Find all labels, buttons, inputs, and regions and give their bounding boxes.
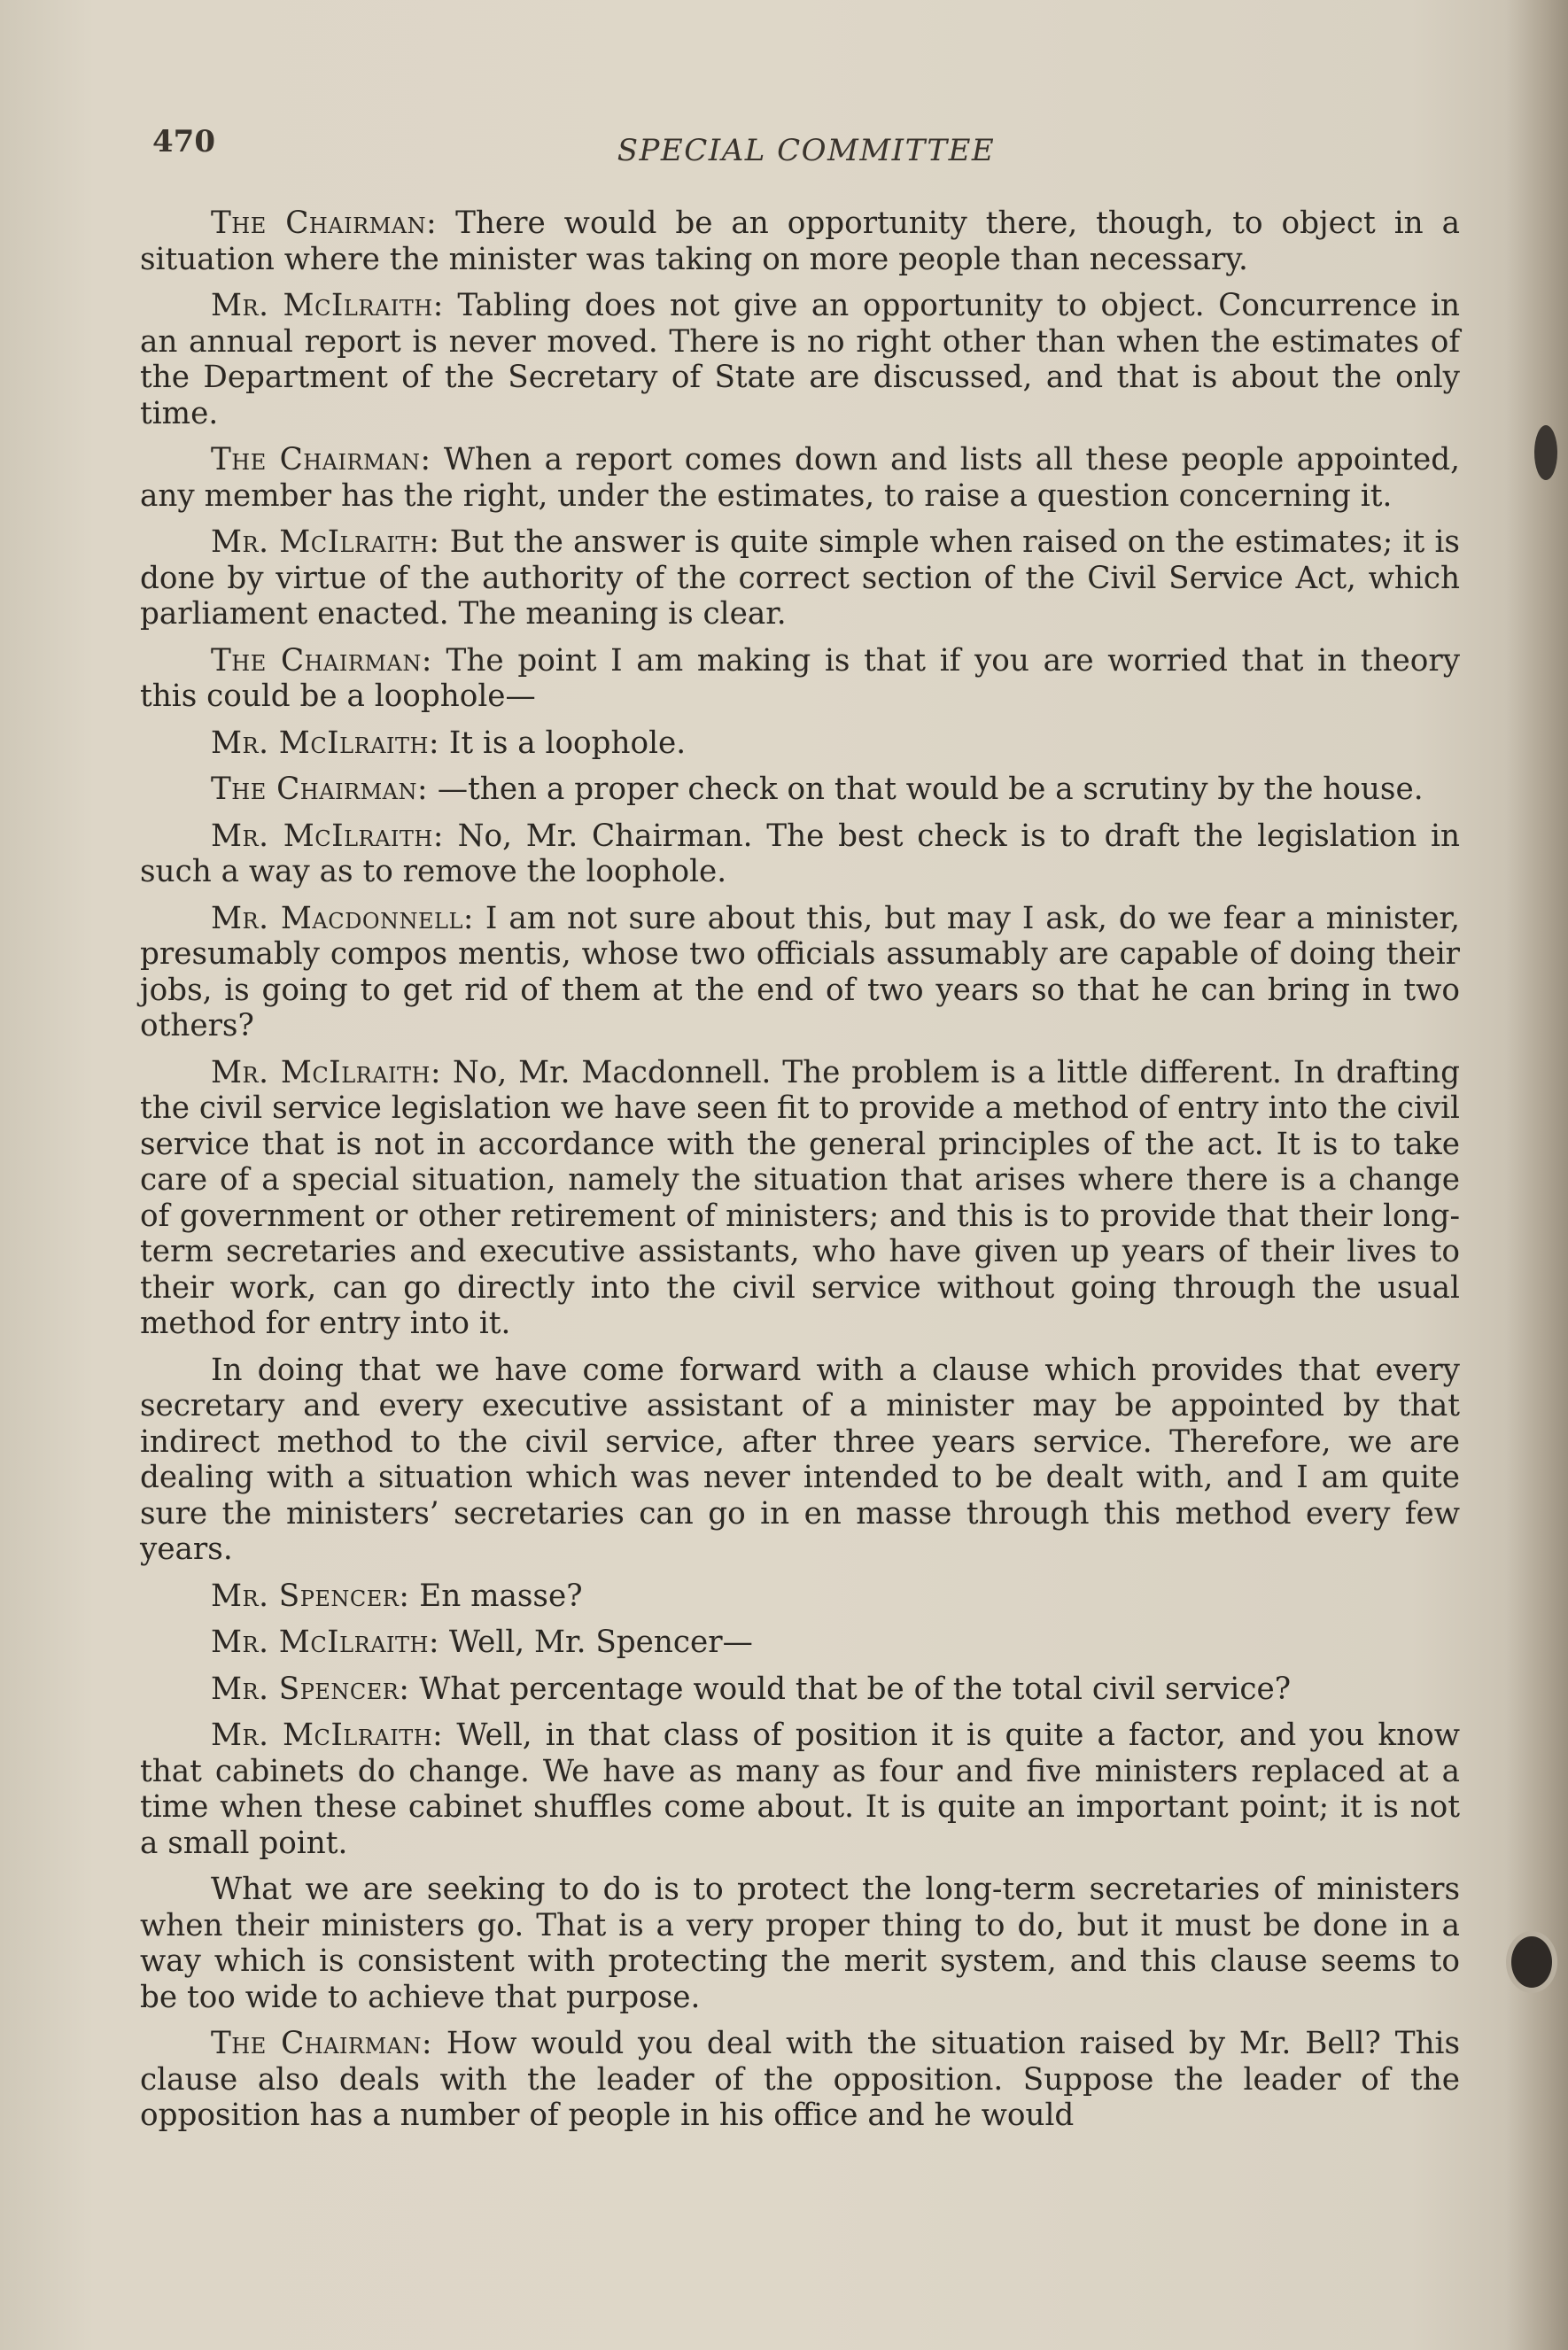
- speech-text: The point I am making is that if you are worried that in theory this could be a loophole—: [140, 642, 1461, 714]
- speech-text: —then a proper check on that would be a scrutiny by the house.: [428, 772, 1424, 807]
- speech-text: En masse?: [409, 1578, 583, 1614]
- speech-text: Well, in that class of position it is quite a factor, and you know that cabinets do change. We have as many as four and five ministers replaced at a time when these cabinet shuffles come about. It is quite an important point; it is not a small point.: [140, 1718, 1461, 1861]
- speaker-name: Mr. McIlraith:: [211, 818, 444, 854]
- paragraph: [140, 206, 1460, 277]
- speech-text: Tabling does not give an opportunity to object. Concurrence in an annual report is never moved. There is no right other than when the estimates of the Department of the Secretary of State are discussed, and that is about the only time.: [140, 288, 1460, 431]
- paragraph: [140, 725, 1460, 762]
- running-head: SPECIAL COMMITTEE: [617, 133, 996, 168]
- speaker-name: Mr. McIlraith:: [211, 288, 444, 323]
- binding-hole: [1506, 1931, 1557, 1993]
- paragraph: [140, 524, 1460, 632]
- body-text: [140, 206, 1460, 2144]
- speech-text: Well, Mr. Spencer—: [439, 1625, 753, 1660]
- speech-text: How would you deal with the situation raised by Mr. Bell? This clause also deals with the leader of the opposition. Suppose the leader of the opposition has a number of people in his office and he would: [140, 2026, 1460, 2133]
- speaker-name: Mr. McIlraith:: [211, 1718, 444, 1753]
- speech-text: There would be an opportunity there, though, to object in a situation where the minister was taking on more people than necessary.: [140, 206, 1461, 277]
- paragraph: [140, 1671, 1460, 1708]
- speaker-name: The Chairman:: [211, 772, 429, 807]
- speaker-name: Mr. Macdonnell:: [211, 900, 474, 936]
- paragraph: [140, 1055, 1460, 1342]
- speaker-name: Mr. McIlraith:: [211, 524, 440, 560]
- paragraph: [140, 818, 1460, 890]
- paragraph: [140, 901, 1460, 1044]
- page-number: 470: [152, 124, 215, 159]
- speaker-name: Mr. McIlraith:: [211, 725, 439, 761]
- speaker-name: Mr. McIlraith:: [211, 1054, 441, 1090]
- speaker-name: The Chairman:: [211, 206, 438, 241]
- ink-blot: [1534, 425, 1557, 480]
- speech-text: But the answer is quite simple when raised on the estimates; it is done by virtue of the authority of the correct section of the Civil Service Act, which parliament enacted. The meaning is clear.: [140, 524, 1460, 632]
- paragraph: [140, 1578, 1460, 1615]
- speaker-name: The Chairman:: [211, 442, 431, 477]
- speaker-name: The Chairman:: [211, 642, 432, 679]
- paragraph: [140, 1872, 1460, 2015]
- speech-text: In doing that we have come forward with a clause which provides that every secretary and every executive assistant of a minister may be appointed by that indirect method to the civil service, after three years service. Therefore, we are dealing with a situation which was never intended to be dealt with, and I am quite sure the ministers’ secretaries can go in en masse through this method every few years.: [140, 1352, 1460, 1567]
- speaker-name: Mr. McIlraith:: [211, 1625, 439, 1660]
- speech-text: It is a loophole.: [439, 725, 687, 761]
- paragraph: [140, 772, 1460, 808]
- speech-text: I am not sure about this, but may I ask, do we fear a minister, presumably compos mentis, whose two officials assumably are capable of doing their jobs, is going to get rid of them at the end of two years so that he can bring in two others?: [140, 900, 1461, 1043]
- paragraph: [140, 1718, 1460, 1861]
- paragraph: [140, 1353, 1460, 1568]
- paragraph: [140, 2026, 1460, 2134]
- paragraph: [140, 288, 1460, 431]
- speaker-name: Mr. Spencer:: [211, 1578, 410, 1614]
- page-edge-shadow: [1506, 0, 1568, 2350]
- speech-text: No, Mr. Chairman. The best check is to draft the legislation in such a way as to remove the loophole.: [140, 818, 1461, 889]
- speech-text: What percentage would that be of the total civil service?: [409, 1671, 1292, 1707]
- speech-text: No, Mr. Macdonnell. The problem is a little different. In drafting the civil service legislation we have seen fit to provide a method of entry into the civil service that is not in accordance with the general principles of the act. It is to take care of a special situation, namely the situation that arises where there is a change of government or other retirement of ministers; and this is to provide that their long-term secretaries and executive assistants, who have given up years of their lives to their work, can go directly into the civil service without going through the usual method for entry into it.: [140, 1054, 1460, 1341]
- paragraph: [140, 643, 1460, 715]
- paragraph: [140, 1625, 1460, 1661]
- speech-text: What we are seeking to do is to protect the long-term secretaries of ministers when their ministers go. That is a very proper thing to do, but it must be done in a way which is consistent with protecting the merit system, and this clause seems to be too wide to achieve that purpose.: [140, 1872, 1460, 2015]
- speaker-name: Mr. Spencer:: [211, 1671, 410, 1707]
- paragraph: [140, 442, 1460, 514]
- speech-text: When a report comes down and lists all these people appointed, any member has the right, under the estimates, to raise a question concerning it.: [140, 442, 1461, 514]
- speaker-name: The Chairman:: [211, 2026, 433, 2061]
